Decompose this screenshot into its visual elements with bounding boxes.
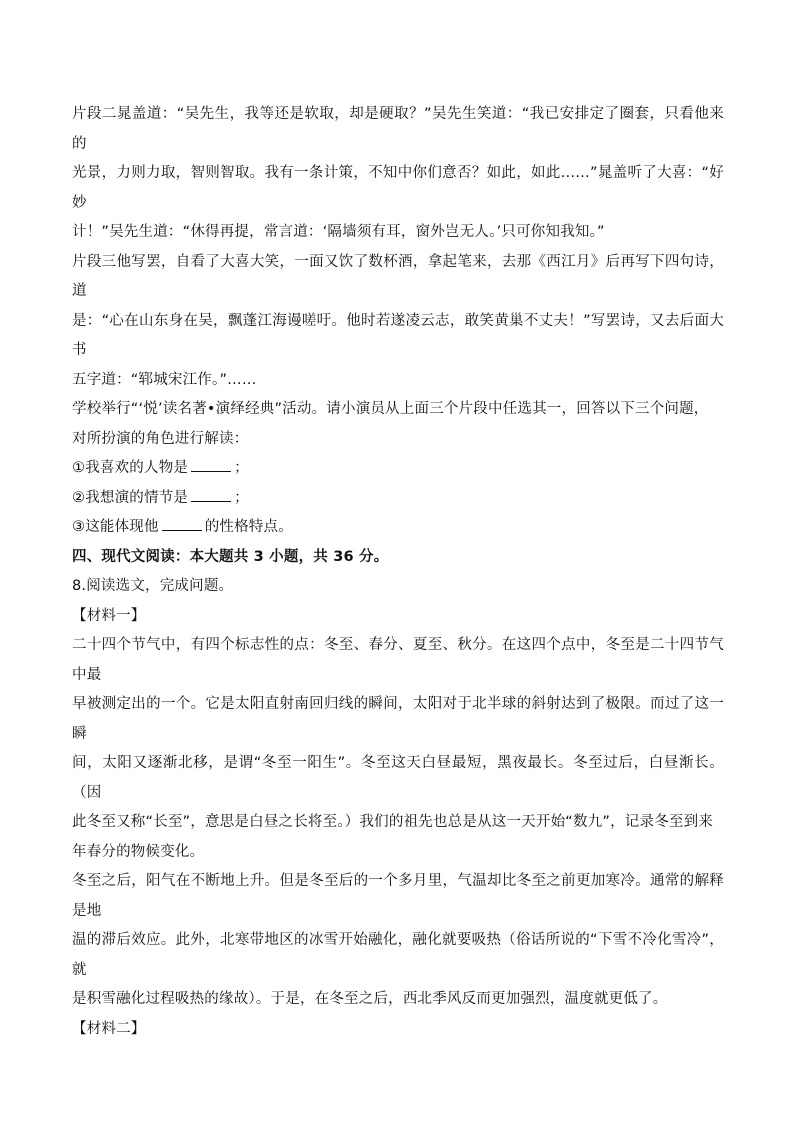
- text-line: 是积雪融化过程吸热的缘故）。于是，在冬至之后，西北季风反而更加强烈，温度就更低了。: [72, 991, 668, 1007]
- text-line: 片段二晁盖道：“吴先生，我等还是软取，却是硬取？”吴先生笑道：“我已安排定了圈套，只看他来的: [72, 106, 724, 152]
- text-line: 冬至之后，阳气在不断地上升。但是冬至后的一个多月里，气温却比冬至之前更加寒冷。通常的解释是地: [72, 873, 724, 919]
- text-line: 二十四个节气中，有四个标志性的点：冬至、春分、夏至、秋分。在这四个点中，冬至是二十四节气中最: [72, 637, 724, 683]
- text-line: 学校举行“‘悦’读名著•演绎经典”活动。请小演员从上面三个片段中任选其一，回答以下三个问题，: [72, 401, 709, 417]
- text-line: 早被测定出的一个。它是太阳直射南回归线的瞬间，太阳对于北半球的斜射达到了极限。而过了这一瞬: [72, 696, 724, 742]
- text-line: 年春分的物候变化。: [72, 843, 205, 860]
- question-suffix: ；: [234, 460, 249, 476]
- activity-instruction: [72, 395, 724, 454]
- answer-blank[interactable]: [191, 457, 231, 472]
- material2-label: 【材料二】: [72, 1020, 146, 1037]
- material1-paragraph1: [72, 631, 724, 867]
- question-8-instruction: 8.阅读选文，完成问题。: [72, 578, 234, 594]
- answer-blank[interactable]: [162, 516, 202, 531]
- question-prefix: ①我喜欢的人物是: [72, 460, 189, 476]
- question-prefix: ②我想演的情节是: [72, 489, 189, 506]
- question-item: [72, 484, 724, 514]
- section-heading: 四、现代文阅读：本大题共 3 小题，共 36 分。: [72, 548, 389, 565]
- question-suffix: 的性格特点。: [204, 519, 293, 535]
- text-line: 计！”吴先生道：“休得再提，常言道：‘隔墙须有耳，窗外岂无人。’只可你知我知。”: [72, 224, 605, 240]
- segment2-paragraph: [72, 100, 724, 248]
- text-line: 对所扮演的角色进行解读：: [72, 430, 249, 447]
- question-suffix: ；: [234, 489, 249, 506]
- material1-label: 【材料一】: [72, 607, 146, 624]
- text-line: 此冬至又称“长至”，意思是白昼之长将至。）我们的祖先也总是从这一天开始“数九”，记录冬至到来: [72, 814, 713, 830]
- question-item: [72, 513, 724, 543]
- text-line: 光景，力则力取，智则智取。我有一条计策，不知中你们意否？如此，如此……”晁盖听了大喜：“好妙: [72, 165, 724, 211]
- answer-blank[interactable]: [191, 487, 231, 502]
- text-line: 是：“心在山东身在吴，飘蓬江海谩嗟吁。他时若遂凌云志，敢笑黄巢不丈夫！”写罢诗，又去后面大书: [72, 312, 724, 358]
- text-line: 五字道：“郓城宋江作。”……: [72, 371, 257, 388]
- question-prefix: ③这能体现他: [72, 519, 159, 535]
- text-line: 片段三他写罢，自看了大喜大笑，一面又饮了数杯酒，拿起笔来，去那《西江月》后再写下四句诗，道: [72, 253, 724, 299]
- question-list: [72, 454, 724, 543]
- document-page: [72, 100, 724, 1044]
- segment3-paragraph: [72, 248, 724, 396]
- material1-paragraph2: [72, 867, 724, 1015]
- text-line: 间，太阳又逐渐北移，是谓“冬至一阳生”。冬至这天白昼最短，黑夜最长。冬至过后，白昼渐长。（因: [72, 755, 724, 801]
- question-item: [72, 454, 724, 484]
- text-line: 温的滞后效应。此外，北寒带地区的冰雪开始融化，融化就要吸热（俗话所说的“下雪不冷化雪冷”，就: [72, 932, 724, 978]
